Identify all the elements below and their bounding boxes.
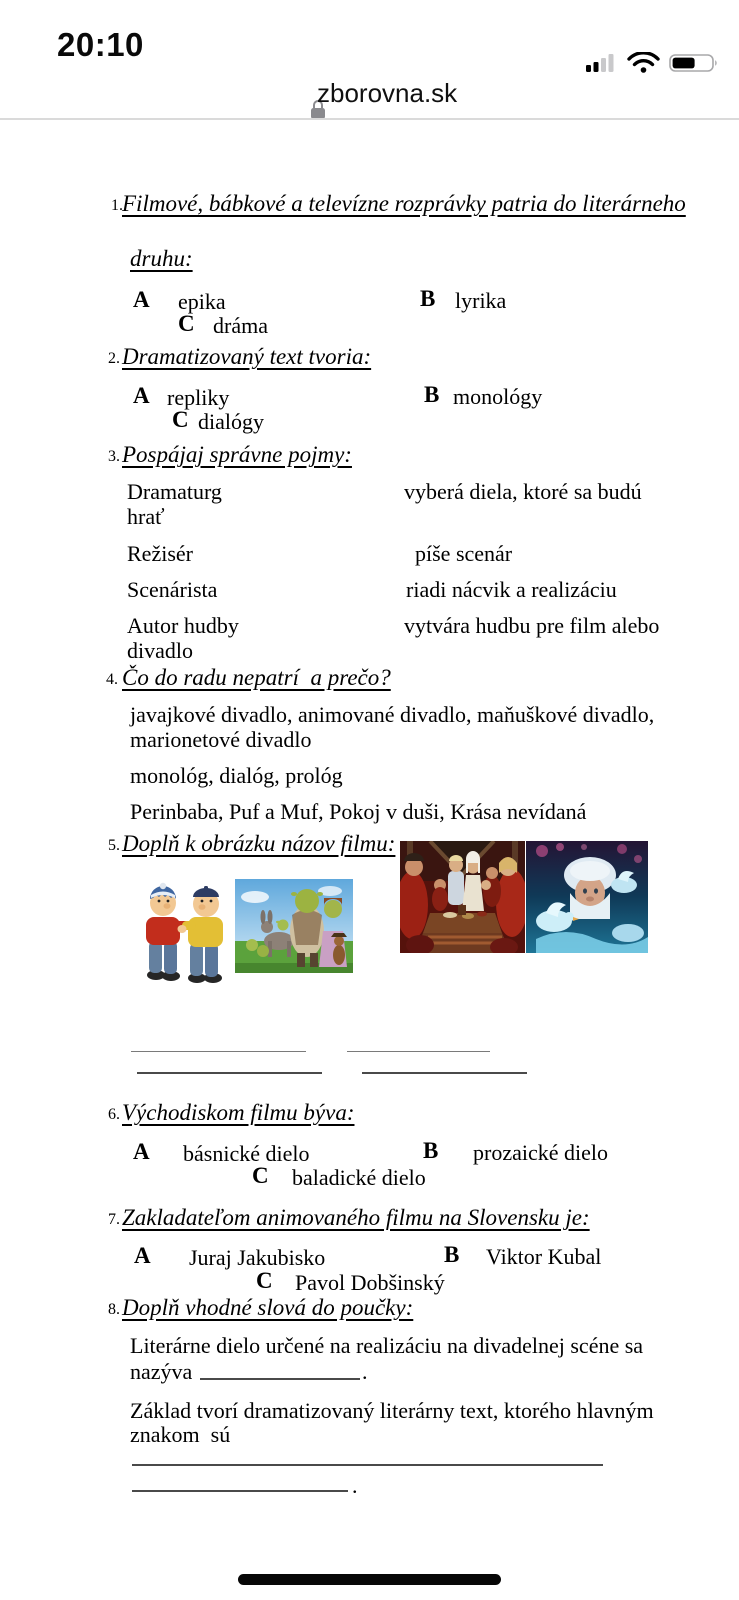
q7-option-c-letter: C <box>256 1268 273 1293</box>
q1-option-b-letter: B <box>420 286 436 311</box>
q7-option-c-label: Pavol Dobšinský <box>295 1270 445 1295</box>
q8-end-period: . <box>352 1473 358 1498</box>
q8-number: 8. <box>108 1301 120 1318</box>
q7-option-b-label: Viktor Kubal <box>486 1244 602 1269</box>
q5-blank-3 <box>137 1052 322 1074</box>
q6-option-a-label: básnické dielo <box>183 1141 310 1166</box>
q2-option-a-label: repliky <box>167 385 230 410</box>
q4-item1-line1: javajkové divadlo, animované divadlo, maňuškové divadlo, <box>130 702 655 727</box>
q2-title: Dramatizovaný text tvoria: <box>122 344 372 369</box>
q7-option-a-letter: A <box>134 1243 151 1268</box>
q2-option-b-letter: B <box>424 382 440 407</box>
q5-blank-1 <box>131 1031 306 1052</box>
q3-term-2: Režisér <box>127 541 193 566</box>
q3-def-1-wrap: hrať <box>127 504 165 529</box>
q3-def-2: píše scenár <box>415 541 513 566</box>
q1-option-b-label: lyrika <box>455 288 507 313</box>
q5-blank-2 <box>347 1031 490 1052</box>
q6-option-b-letter: B <box>423 1138 439 1163</box>
q1-option-c-letter: C <box>178 311 195 336</box>
q8-long-blank <box>132 1444 603 1466</box>
q4-number: 4. <box>106 671 118 688</box>
q1-number: 1. <box>111 197 123 214</box>
q8-inline-blank <box>200 1358 360 1380</box>
battery-icon <box>653 36 719 95</box>
q5-blank-4 <box>362 1052 527 1074</box>
toolbar-divider <box>0 118 739 120</box>
q6-option-a-letter: A <box>133 1139 150 1164</box>
q4-item2: monológ, dialóg, prológ <box>130 763 343 788</box>
q1-option-a-letter: A <box>133 287 150 312</box>
q4-item3: Perinbaba, Puf a Muf, Pokoj v duši, Krása nevídaná <box>130 799 587 824</box>
q5-number: 5. <box>108 837 120 854</box>
q4-title: Čo do radu nepatrí a prečo? <box>122 665 391 690</box>
q3-term-3: Scenárista <box>127 577 218 602</box>
q8-line2-prefix: nazýva <box>130 1359 193 1384</box>
q1-option-c-label: dráma <box>213 313 268 338</box>
q1-option-a-label: epika <box>178 289 226 314</box>
q3-def-3: riadi nácvik a realizáciu <box>406 577 617 602</box>
status-time: 20:10 <box>57 26 144 63</box>
q8-line2-period: . <box>362 1359 368 1384</box>
q7-number: 7. <box>108 1211 120 1228</box>
q2-number: 2. <box>108 350 120 367</box>
q1-title-line2: druhu: <box>130 246 193 271</box>
q3-def-4: vytvára hudbu pre film alebo <box>404 613 660 638</box>
q4-item1-line2: marionetové divadlo <box>130 727 312 752</box>
q6-number: 6. <box>108 1106 120 1123</box>
q6-option-c-letter: C <box>252 1163 269 1188</box>
q8-line4: znakom sú <box>130 1422 231 1447</box>
q3-term-4: Autor hudby <box>127 613 239 638</box>
q2-option-b-label: monológy <box>453 384 543 409</box>
q8-short-blank <box>132 1470 348 1492</box>
q2-option-a-letter: A <box>133 383 150 408</box>
q8-line1: Literárne dielo určené na realizáciu na divadelnej scéne sa <box>130 1333 644 1358</box>
film-photo-shrek <box>235 879 353 973</box>
q6-option-b-label: prozaické dielo <box>473 1140 608 1165</box>
film-photo-perinbaba <box>526 841 648 953</box>
q1-title-line1: Filmové, bábkové a televízne rozprávky patria do literárneho <box>122 191 686 216</box>
home-indicator[interactable] <box>238 1574 501 1585</box>
q3-def-1: vyberá diela, ktoré sa budú <box>404 479 642 504</box>
q7-option-a-label: Juraj Jakubisko <box>189 1245 326 1270</box>
q3-term-1: Dramaturg <box>127 479 222 504</box>
q2-option-c-letter: C <box>172 407 189 432</box>
q3-number: 3. <box>108 448 120 465</box>
url-host[interactable]: zborovna.sk <box>317 78 458 108</box>
cellular-signal-icon <box>570 36 616 95</box>
q8-line3: Základ tvorí dramatizovaný literárny text, ktorého hlavným <box>130 1398 654 1423</box>
q2-option-c-label: dialógy <box>198 409 264 434</box>
q6-option-c-label: baladické dielo <box>292 1165 426 1190</box>
q3-def-4-wrap: divadlo <box>127 638 193 663</box>
q5-title: Doplň k obrázku názov filmu: <box>122 831 396 856</box>
q7-option-b-letter: B <box>444 1242 460 1267</box>
q6-title: Východiskom filmu býva: <box>122 1100 355 1125</box>
film-photo-folk-feast <box>400 841 525 953</box>
film-photo-pat-a-mat <box>137 881 232 983</box>
q3-title: Pospájaj správne pojmy: <box>122 442 352 467</box>
q7-title: Zakladateľom animovaného filmu na Slovensku je: <box>122 1205 590 1230</box>
q8-title: Doplň vhodné slová do poučky: <box>122 1295 414 1320</box>
